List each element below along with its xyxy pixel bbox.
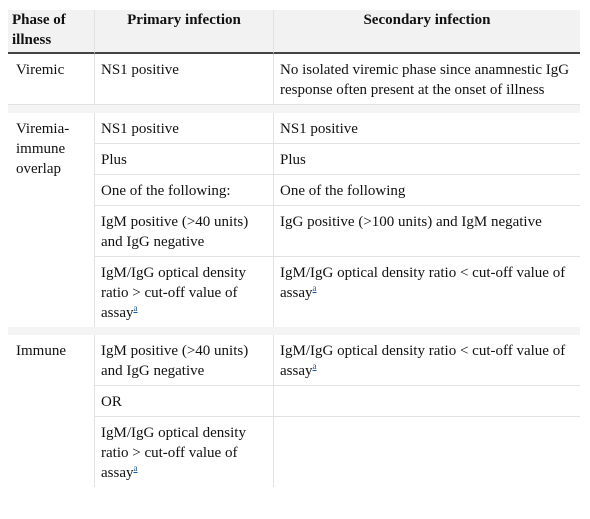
- table-row: [8, 335, 580, 386]
- secondary-cell: [274, 335, 580, 386]
- header-primary: Primary infection: [94, 10, 274, 54]
- primary-cell: [94, 257, 274, 327]
- primary-cell: NS1 positive: [94, 113, 274, 144]
- footnote-link[interactable]: a: [133, 303, 138, 313]
- primary-cell: IgM positive (>40 units) and IgG negative: [94, 335, 274, 386]
- phase-cell: Immune: [8, 335, 94, 487]
- group-separator: [8, 327, 580, 335]
- table-row: [8, 257, 580, 327]
- primary-text: IgM/IgG optical density ratio > cut-off value of assay: [101, 425, 246, 481]
- header-phase: Phase of illness: [8, 10, 94, 54]
- table-row: [8, 206, 580, 257]
- footnote-link[interactable]: a: [312, 283, 317, 293]
- primary-cell: Plus: [94, 144, 274, 175]
- dengue-classification-table-container: [8, 10, 580, 487]
- footnote-link[interactable]: a: [312, 361, 317, 371]
- table-row: [8, 144, 580, 175]
- secondary-cell: One of the following: [274, 175, 580, 206]
- secondary-cell: IgG positive (>100 units) and IgM negative: [274, 206, 580, 257]
- table-row: [8, 386, 580, 417]
- secondary-cell: Plus: [274, 144, 580, 175]
- primary-text: IgM/IgG optical density ratio > cut-off value of assay: [101, 265, 246, 321]
- footnote-link[interactable]: a: [133, 463, 138, 473]
- header-secondary: Secondary infection: [274, 10, 580, 54]
- secondary-cell: No isolated viremic phase since anamnestic IgG response often present at the onset of illness: [274, 54, 580, 105]
- secondary-text: IgM/IgG optical density ratio < cut-off value of assay: [280, 343, 566, 379]
- secondary-cell: [274, 386, 580, 417]
- table-header-row: [8, 10, 580, 54]
- primary-cell: One of the following:: [94, 175, 274, 206]
- secondary-cell: NS1 positive: [274, 113, 580, 144]
- secondary-cell: [274, 257, 580, 327]
- table-row: [8, 113, 580, 144]
- primary-cell: OR: [94, 386, 274, 417]
- table-row: [8, 175, 580, 206]
- dengue-classification-table: [8, 10, 580, 487]
- secondary-cell: [274, 417, 580, 487]
- table-row: [8, 54, 580, 105]
- primary-cell: NS1 positive: [94, 54, 274, 105]
- group-separator: [8, 105, 580, 113]
- phase-cell: Viremic: [8, 54, 94, 105]
- phase-cell: Viremia-immune overlap: [8, 113, 94, 327]
- secondary-text: IgM/IgG optical density ratio < cut-off value of assay: [280, 265, 566, 301]
- table-row: [8, 417, 580, 487]
- primary-cell: [94, 417, 274, 487]
- primary-cell: IgM positive (>40 units) and IgG negative: [94, 206, 274, 257]
